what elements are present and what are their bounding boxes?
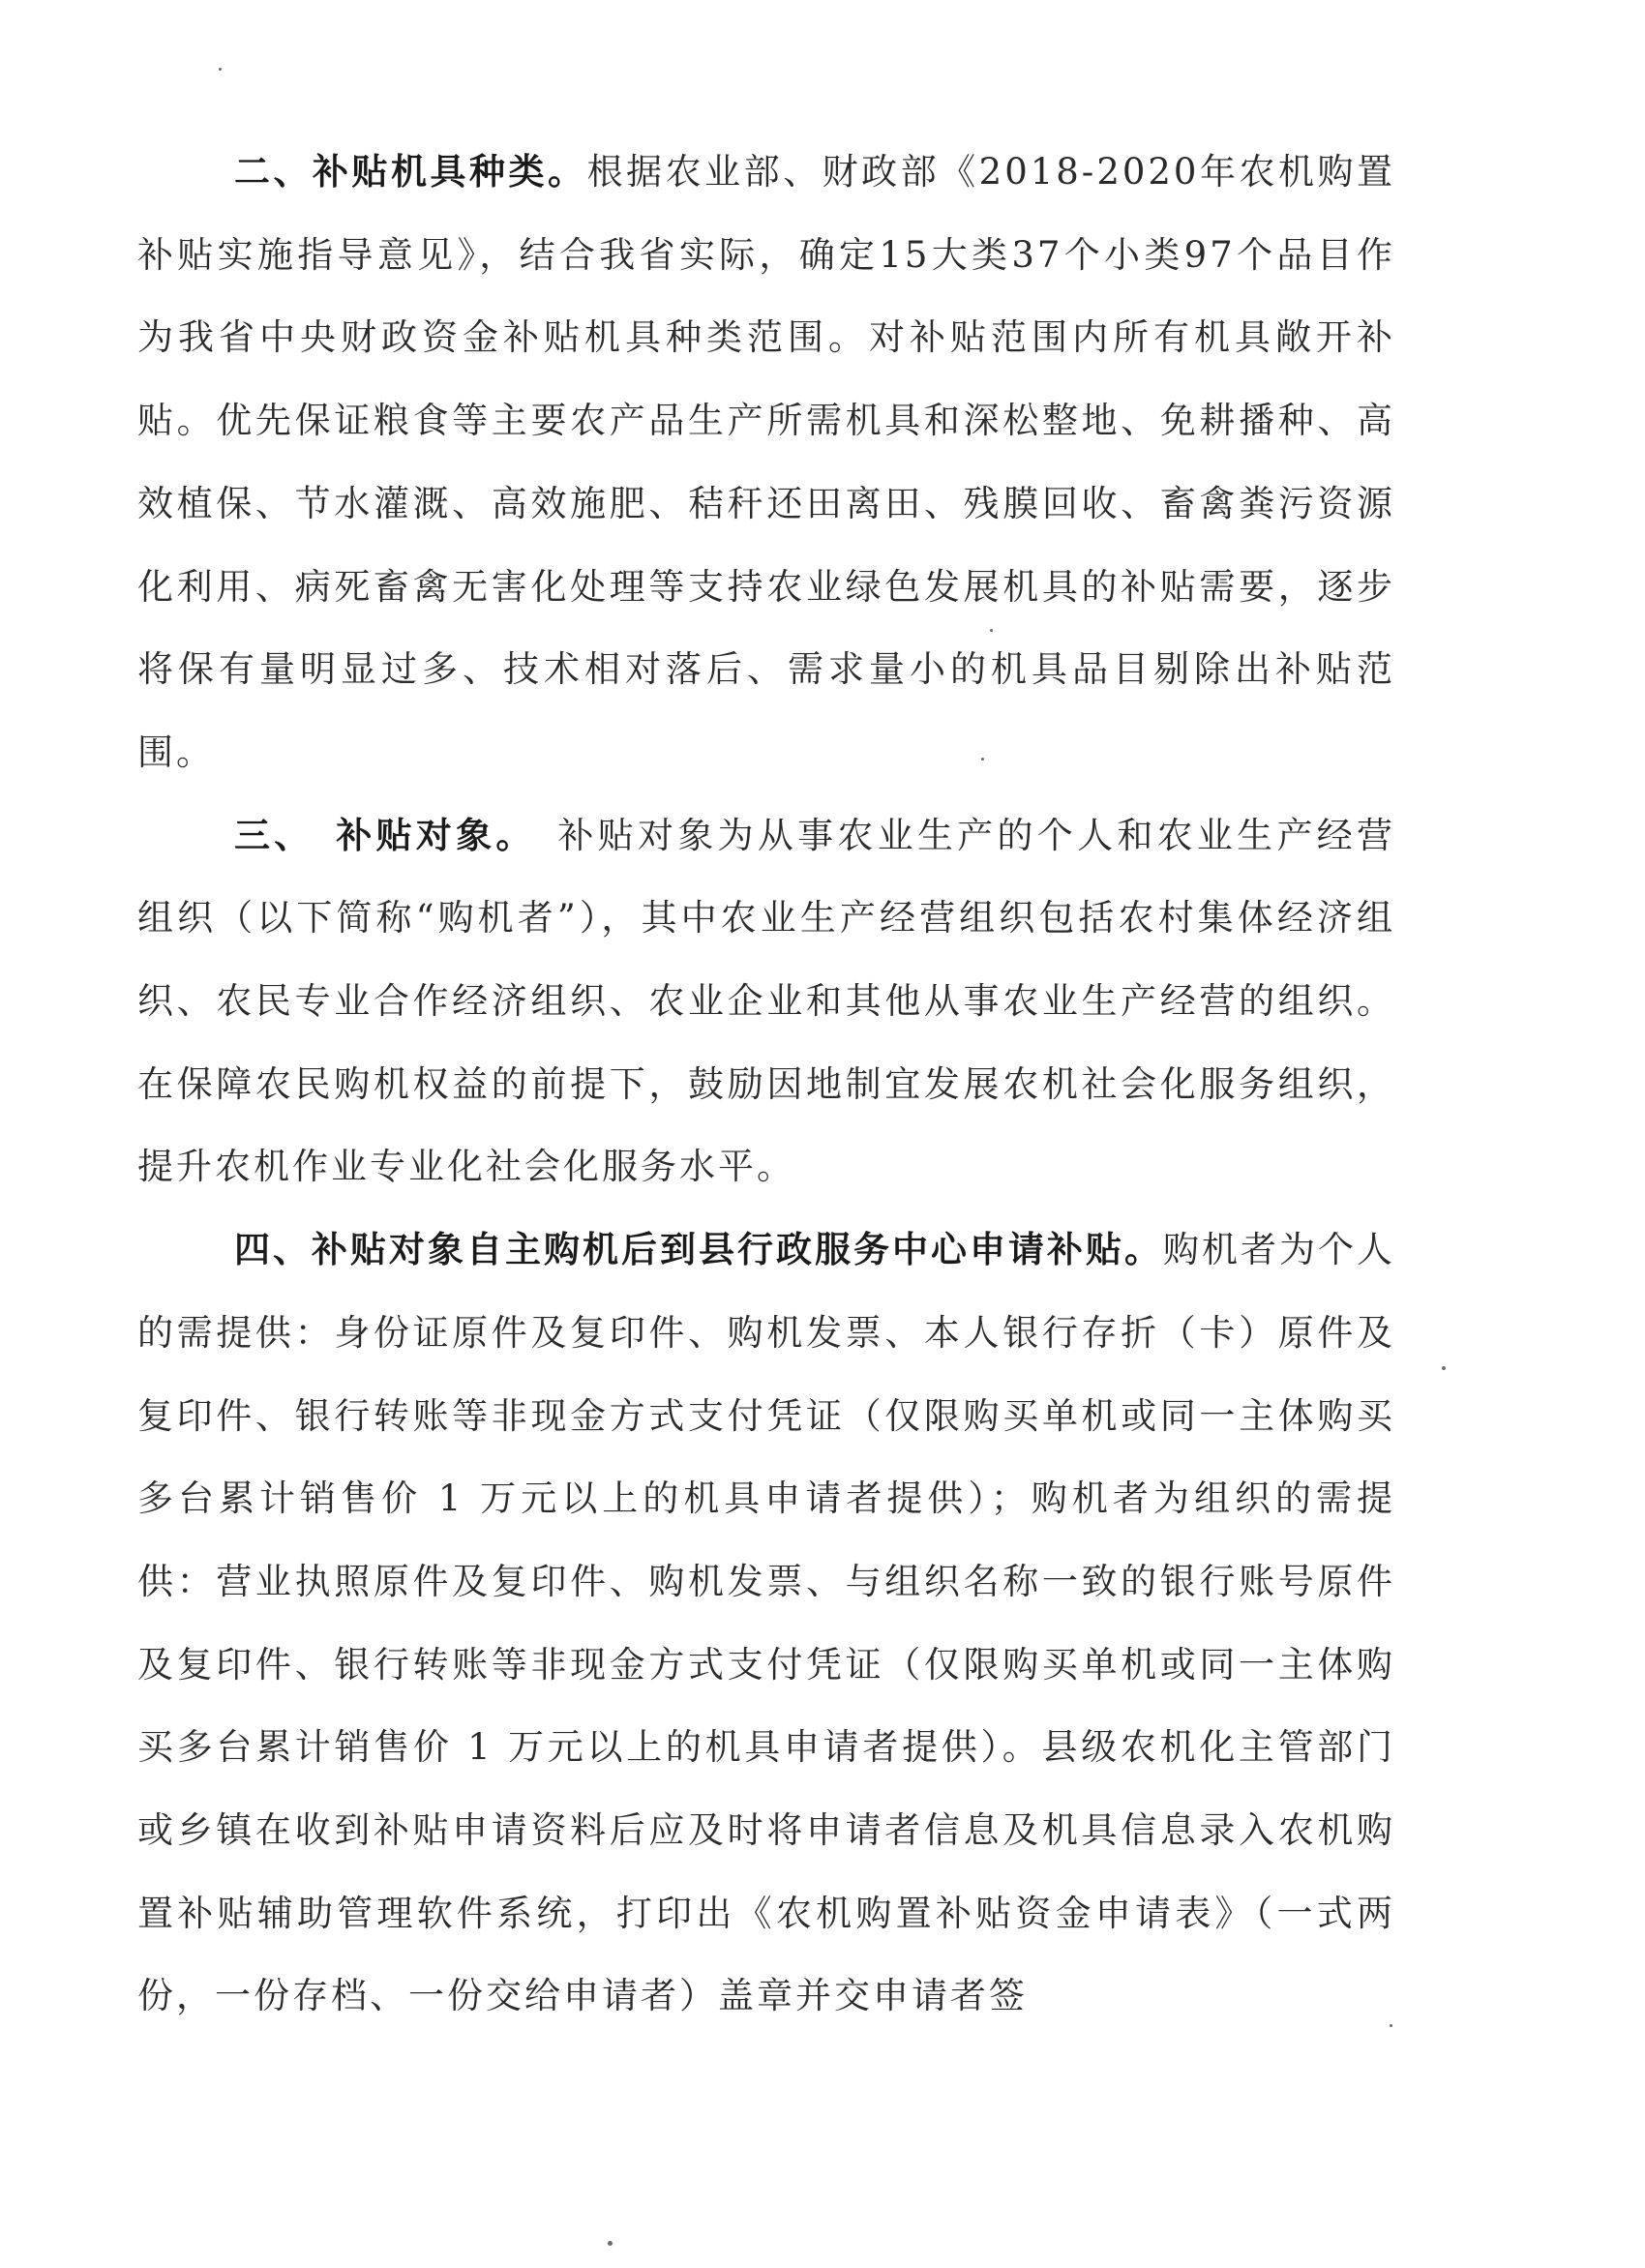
section-4-text: 购机者为个人的需提供：身份证原件及复印件、购机发票、本人银行存折（卡）原件及复印件、银行转账等非现金方式支付凭证（仅限购买单机或同一主体购买多台累计销售价 1 万元以上的机具申请者提供）；购机者为组织的需提供：营业执照原件及复印件、购机发票、与组织名称一致的银行账号原件及复印件、银行转账等非现金方式支付凭证（仅限购买单机或同一主体购买多台累计销售价 1 万元以上的机具申请者提供）。县级农机化主管部门或乡镇在收到补贴申请资料后应及时将申请者信息及机具信息录入农机购置补贴辅助管理软件系统，打印出《农机购置补贴资金申请表》（一式两份，一份存档、一份交给申请者）盖章并交申请者签 [137,1229,1395,2017]
section-2-text: 根据农业部、财政部《2018-2020年农机购置补贴实施指导意见》，结合我省实际，确定15大类37个小类97个品目作为我省中央财政资金补贴机具种类范围。对补贴范围内所有机具敞开补贴。优先保证粮食等主要农产品生产所需机具和深松整地、免耕播种、高效植保、节水灌溉、高效施肥、秸秆还田离田、残膜回收、畜禽粪污资源化利用、病死畜禽无害化处理等支持农业绿色发展机具的补贴需要，逐步将保有量明显过多、技术相对落后、需求量小的机具品目剔除出补贴范围。 [137,151,1396,773]
section-3-heading: 三、 补贴对象。 [234,813,519,856]
section-2-heading: 二、补贴机具种类。 [234,150,587,193]
scan-speck [608,2241,613,2246]
scan-speck [219,68,222,71]
paragraph-section-4 [137,1209,1395,2038]
scan-speck [1442,1366,1446,1370]
paragraph-section-2 [137,131,1395,794]
document-body [137,131,1395,2038]
paragraph-section-3 [137,794,1395,1209]
section-4-heading: 四、补贴对象自主购机后到县行政服务中心申请补贴。 [234,1228,1163,1271]
section-3-text: 补贴对象为从事农业生产的个人和农业生产经营组织（以下简称“购机者”），其中农业生产经营组织包括农村集体经济组织、农民专业合作经济组织、农业企业和其他从事农业生产经营的组织。在保障农民购机权益的前提下，鼓励因地制宜发展农机社会化服务组织，提升农机作业专业化社会化服务水平。 [137,814,1396,1188]
